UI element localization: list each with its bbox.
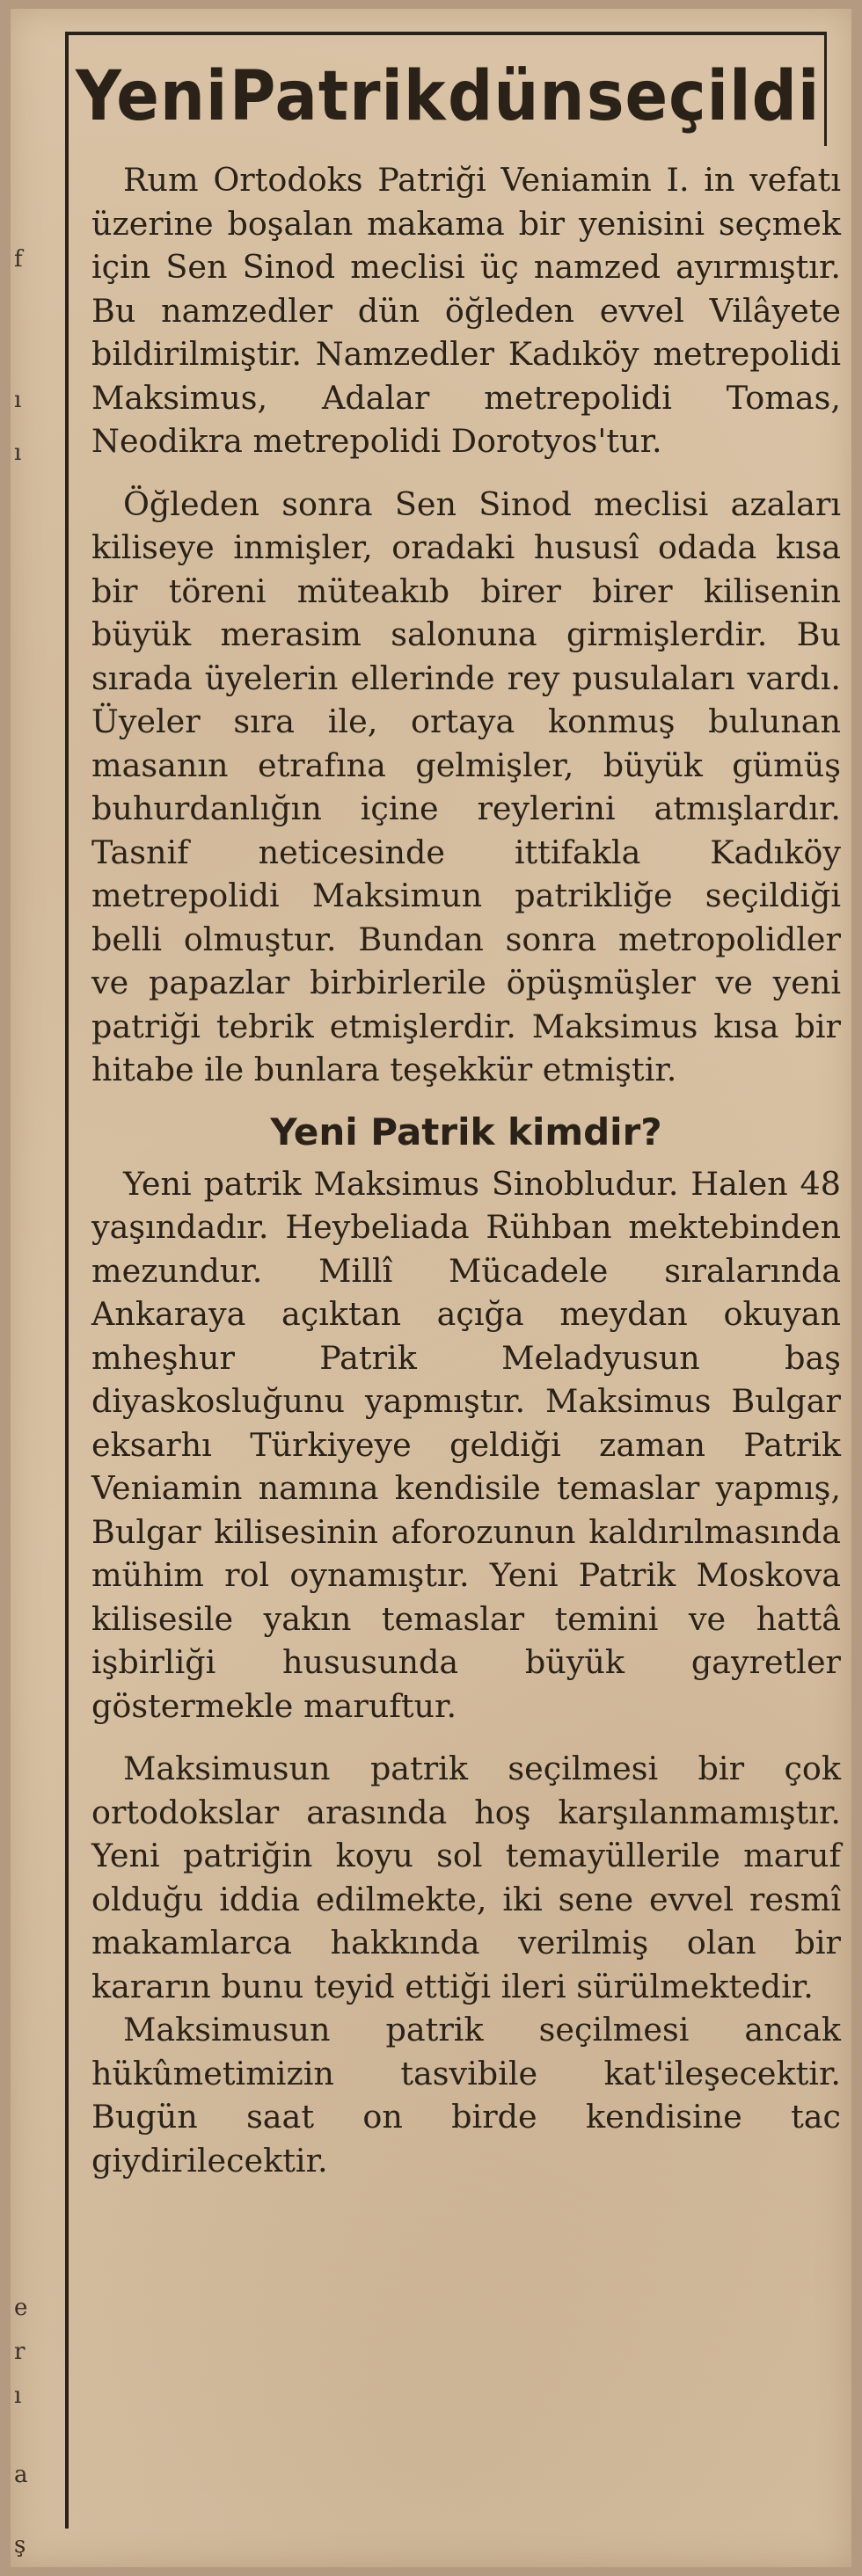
article-paragraph: Öğleden sonra Sen Sinod meclisi azaları kiliseye inmişler, oradaki hususî odada kısa bir töreni müteakıb birer birer kilisenin büyük merasim salonuna girmişlerdir. Bu sırada üyelerin ellerinde rey pusulaları vardı. Üyeler sıra ile, ortaya konmuş bulunan masanın etrafına gelmişler, büyük gümüş buhurdanlığın içine reylerini atmışlardır. Tasnif neticesinde ittifakla Kadıköy metrepolidi Maksimun patrikliğe seçildiği belli olmuştur. Bundan sonra metropolidler ve papazlar birbirlerile öpüşmüşler ve yeni patriği tebrik etmişlerdir. Maksimus kısa bir hitabe ile bunlara teşekkür etmiştir. (91, 484, 841, 1088)
margin-fragment: ı (14, 387, 22, 413)
headline-word: Yeni (76, 57, 229, 136)
article-paragraph: Maksimusun patrik seçilmesi ancak hükûmetimizin tasvibile kat'ileşecektir. Bugün saat on birde kendisine tac giydirilecektir. (91, 2011, 841, 2179)
margin-fragment: ı (14, 440, 22, 466)
headline (76, 55, 820, 139)
top-rule (65, 32, 827, 35)
article-paragraph: Rum Ortodoks Patriği Veniamin I. in vefatı üzerine boşalan makama bir yenisini seçmek için Sen Sinod meclisi üç namzed ayırmıştır. Bu namzedler dün öğleden evvel Vilâyete bildirilmiştir. Namzedler Kadıköy metrepolidi Maksimus, Adalar metrepolidi Tomas, Neodikra metrepolidi Dorotyos'tur. (91, 161, 841, 460)
article-body (91, 158, 841, 2182)
left-rule (65, 32, 69, 2529)
margin-fragment: a (14, 2462, 28, 2488)
article-paragraph: Maksimusun patrik seçilmesi bir çok ortodokslar arasında hoş karşılanmamıştır. Yeni patriğin koyu sol temayüllerile maruf olduğu iddia edilmekte, iki sene evvel resmî makamlarca hakkında verilmiş olan bir kararın bunu teyid ettiği ileri sürülmektedir. (91, 1750, 841, 2005)
subheading: Yeni Patrik kimdir? (270, 1110, 662, 1153)
headline-word: dün (448, 57, 586, 136)
margin-fragment: ş (14, 2532, 26, 2558)
headline-word: seçildi (586, 57, 821, 136)
article-paragraph: Yeni patrik Maksimus Sinobludur. Halen 48 yaşındadır. Heybeliada Rühban mektebinden mezundur. Millî Mücadele sıralarında Ankaraya açıktan açığa meydan okuyan mheşhur Patrik Meladyusun baş diyaskosluğunu yapmıştır. Maksimus Bulgar eksarhı Türkiyeye geldiği zaman Patrik Veniamin namına kendisile temaslar yapmış, Bulgar kilisesinin aforozunun kaldırılmasında mühim rol oynamıştır. Yeni Patrik Moskova kilisesile yakın temaslar temini ve hattâ işbirliği hususunda büyük gayretler göstermekle maruftur. (91, 1164, 841, 1725)
margin-fragment: r (14, 2339, 26, 2365)
newspaper-clipping (11, 9, 851, 2567)
right-rule (824, 32, 827, 146)
left-margin-fragments (11, 9, 37, 2567)
margin-fragment: f (14, 246, 23, 273)
margin-fragment: ı (14, 2383, 22, 2409)
headline-word: Patrik (229, 57, 447, 136)
margin-fragment: e (14, 2295, 28, 2321)
